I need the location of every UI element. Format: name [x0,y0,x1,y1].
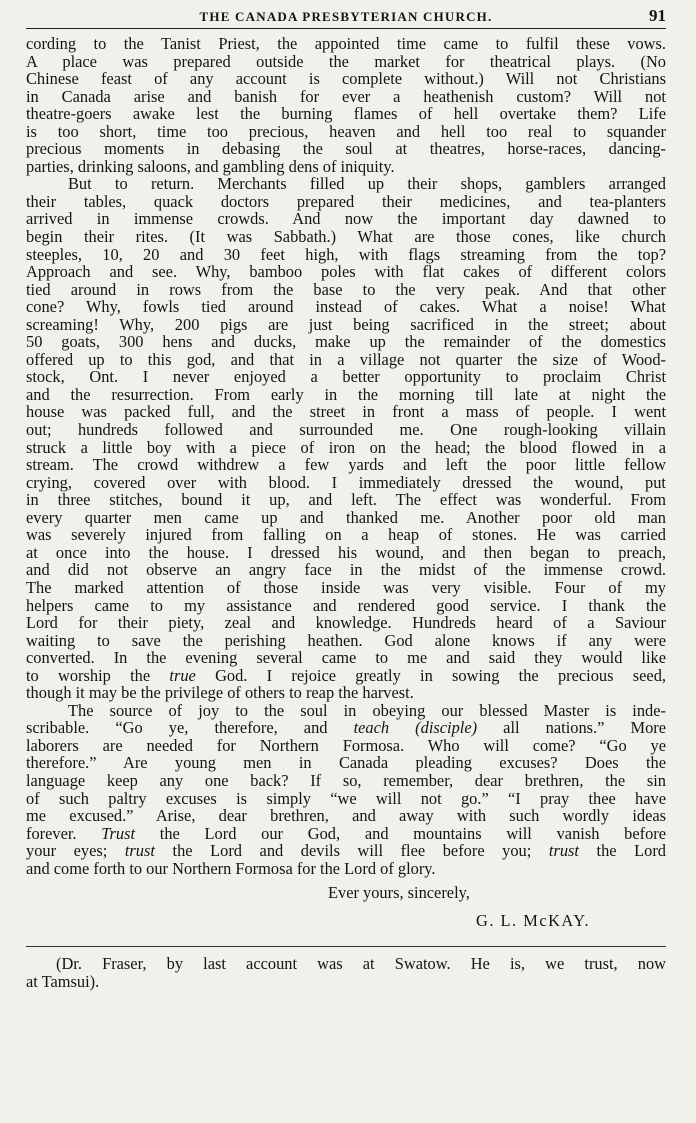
text-line: in three stitches, bound it up, and left. The effect was wonderful. From [26,490,666,510]
text-line: at once into the house. I dressed his wound, and then began to preach, [26,542,666,562]
letter-body [26,35,666,990]
divider [26,946,666,947]
text-line: tied around in rows from the base to the very peak. And that other [26,279,666,299]
text-line: struck a little boy with a piece of iron on the head; the blood flowed in a [26,437,666,457]
text-line: begin their rites. (It was Sabbath.) What are those cones, like church [26,227,666,247]
text-line: cording to the Tanist Priest, the appointed time came to fulfil these vows. [26,34,666,53]
emphasis-trust: trust [124,841,155,861]
text-line: parties, drinking saloons, and gambling dens of iniquity. [26,156,395,176]
text-line: A place was prepared outside the market for theatrical plays. (No [26,51,666,71]
text-line: 50 goats, 300 hens and ducks, make up the remainder of the domestics [26,332,666,352]
running-head [26,6,666,29]
text-run: the Lord our God, and mountains will vanish before [135,823,667,843]
text-line [26,667,666,685]
text-line: out; hundreds followed and surrounded me. One rough-looking villain [26,420,666,440]
text-line: in Canada arise and banish for ever a heathenish custom? Will not [26,86,666,106]
page-number: 91 [649,6,666,25]
text-line: But to return. Merchants filled up their shops, gamblers arranged [68,174,666,194]
emphasis-trust: Trust [101,823,135,843]
text-line: their tables, quack doctors prepared their medicines, and tea-planters [26,191,666,211]
text-line: and come forth to our Northern Formosa for the Lord of glory. [26,858,436,878]
paragraph-theatre [26,35,666,175]
text-line: laborers are needed for Northern Formosa. Who will come? “Go ye [26,735,666,755]
text-line: language keep any one back? If so, remember, dear brethren, the sin [26,770,666,790]
text-line: helpers came to my assistance and rendered good service. I thank the [26,595,666,615]
letter-closing: Ever yours, sincerely, [328,883,470,903]
text-line [26,719,666,737]
text-line: screaming! Why, 200 pigs are just being sacrificed in the street; about [26,314,666,334]
text-line: therefore.” Are young men in Canada pleading excuses? Does the [26,753,666,773]
text-run: all nations.” More [477,718,666,738]
text-line: at Tamsui). [26,971,100,991]
text-line [26,842,666,860]
text-line: converted. In the evening several came to me and said they would like [26,648,666,668]
text-line: precious moments in debasing the soul at theatres, horse-races, dancing- [26,139,666,159]
text-run: God. I rejoice greatly in sowing the precious seed, [195,665,666,685]
text-run: scribable. “Go ye, therefore, and [26,718,354,738]
text-line: house was packed full, and the street in front a mass of people. I went [26,402,666,422]
text-line: arrived in immense crowds. And now the important day dawned to [26,209,666,229]
text-line: cone? Why, fowls tied around instead of cakes. What a noise! What [26,297,666,317]
editorial-note [26,955,666,990]
text-line [26,825,666,843]
text-line: was severely injured from falling on a heap of stones. He was carried [26,525,666,545]
text-line: Approach and see. Why, bamboo poles with flat cakes of different colors [26,262,666,282]
text-run: to worship the [26,665,170,685]
emphasis-trust: trust [548,841,579,861]
text-line: Lord for their piety, zeal and knowledge. Hundreds heard of a Saviour [26,613,666,633]
text-run: the Lord [578,841,666,861]
paragraph-festival [26,175,666,701]
emphasis-true: true [169,665,196,685]
text-line: (Dr. Fraser, by last account was at Swatow. He is, we trust, now [56,954,666,974]
text-line: The marked attention of those inside was very visible. Four of my [26,577,666,597]
publication-title: THE CANADA PRESBYTERIAN CHURCH. [199,9,493,24]
text-line: of such paltry excuses is simply “we will not go.” “I pray thee have [26,788,666,808]
text-line: me excused.” Arise, dear brethren, and away with such wordly ideas [26,806,666,826]
text-line: The source of joy to the soul in obeying our blessed Master is inde- [68,700,666,720]
text-run: the Lord and devils will flee before you; [154,841,549,861]
text-line: stream. The crowd withdrew a few yards and left the poor little fellow [26,455,666,475]
text-run: your eyes; [26,841,125,861]
text-line: and did not observe an angry face in the midst of the immense crowd. [26,560,666,580]
text-line: offered up to this god, and that in a village not quarter the size of Wood- [26,349,666,369]
text-line: Chinese feast of any account is complete without.) Will not Christians [26,69,666,89]
text-line: stock, Ont. I never enjoyed a better opportunity to proclaim Christ [26,367,666,387]
text-line: theatre-goers awake lest the burning flames of hell overtake them? Life [26,104,666,124]
text-run: forever. [26,823,102,843]
text-line: every quarter men came up and thanked me. Another poor old man [26,507,666,527]
emphasis-teach: teach (disciple) [353,718,478,738]
paragraph-appeal [26,702,666,877]
text-line: steeples, 10, 20 and 30 feet high, with flags streaming from the top? [26,244,666,264]
text-line: and the resurrection. From early in the morning till late at night the [26,384,666,404]
text-line: is too short, time too precious, heaven and hell too real to squander [26,121,666,141]
text-line: waiting to save the perishing heathen. God alone knows if any were [26,630,666,650]
text-line: though it may be the privilege of others to reap the harvest. [26,683,414,703]
letter-signature: G. L. McKAY. [476,911,591,931]
text-line: crying, covered over with blood. I immediately dressed the wound, put [26,472,666,492]
